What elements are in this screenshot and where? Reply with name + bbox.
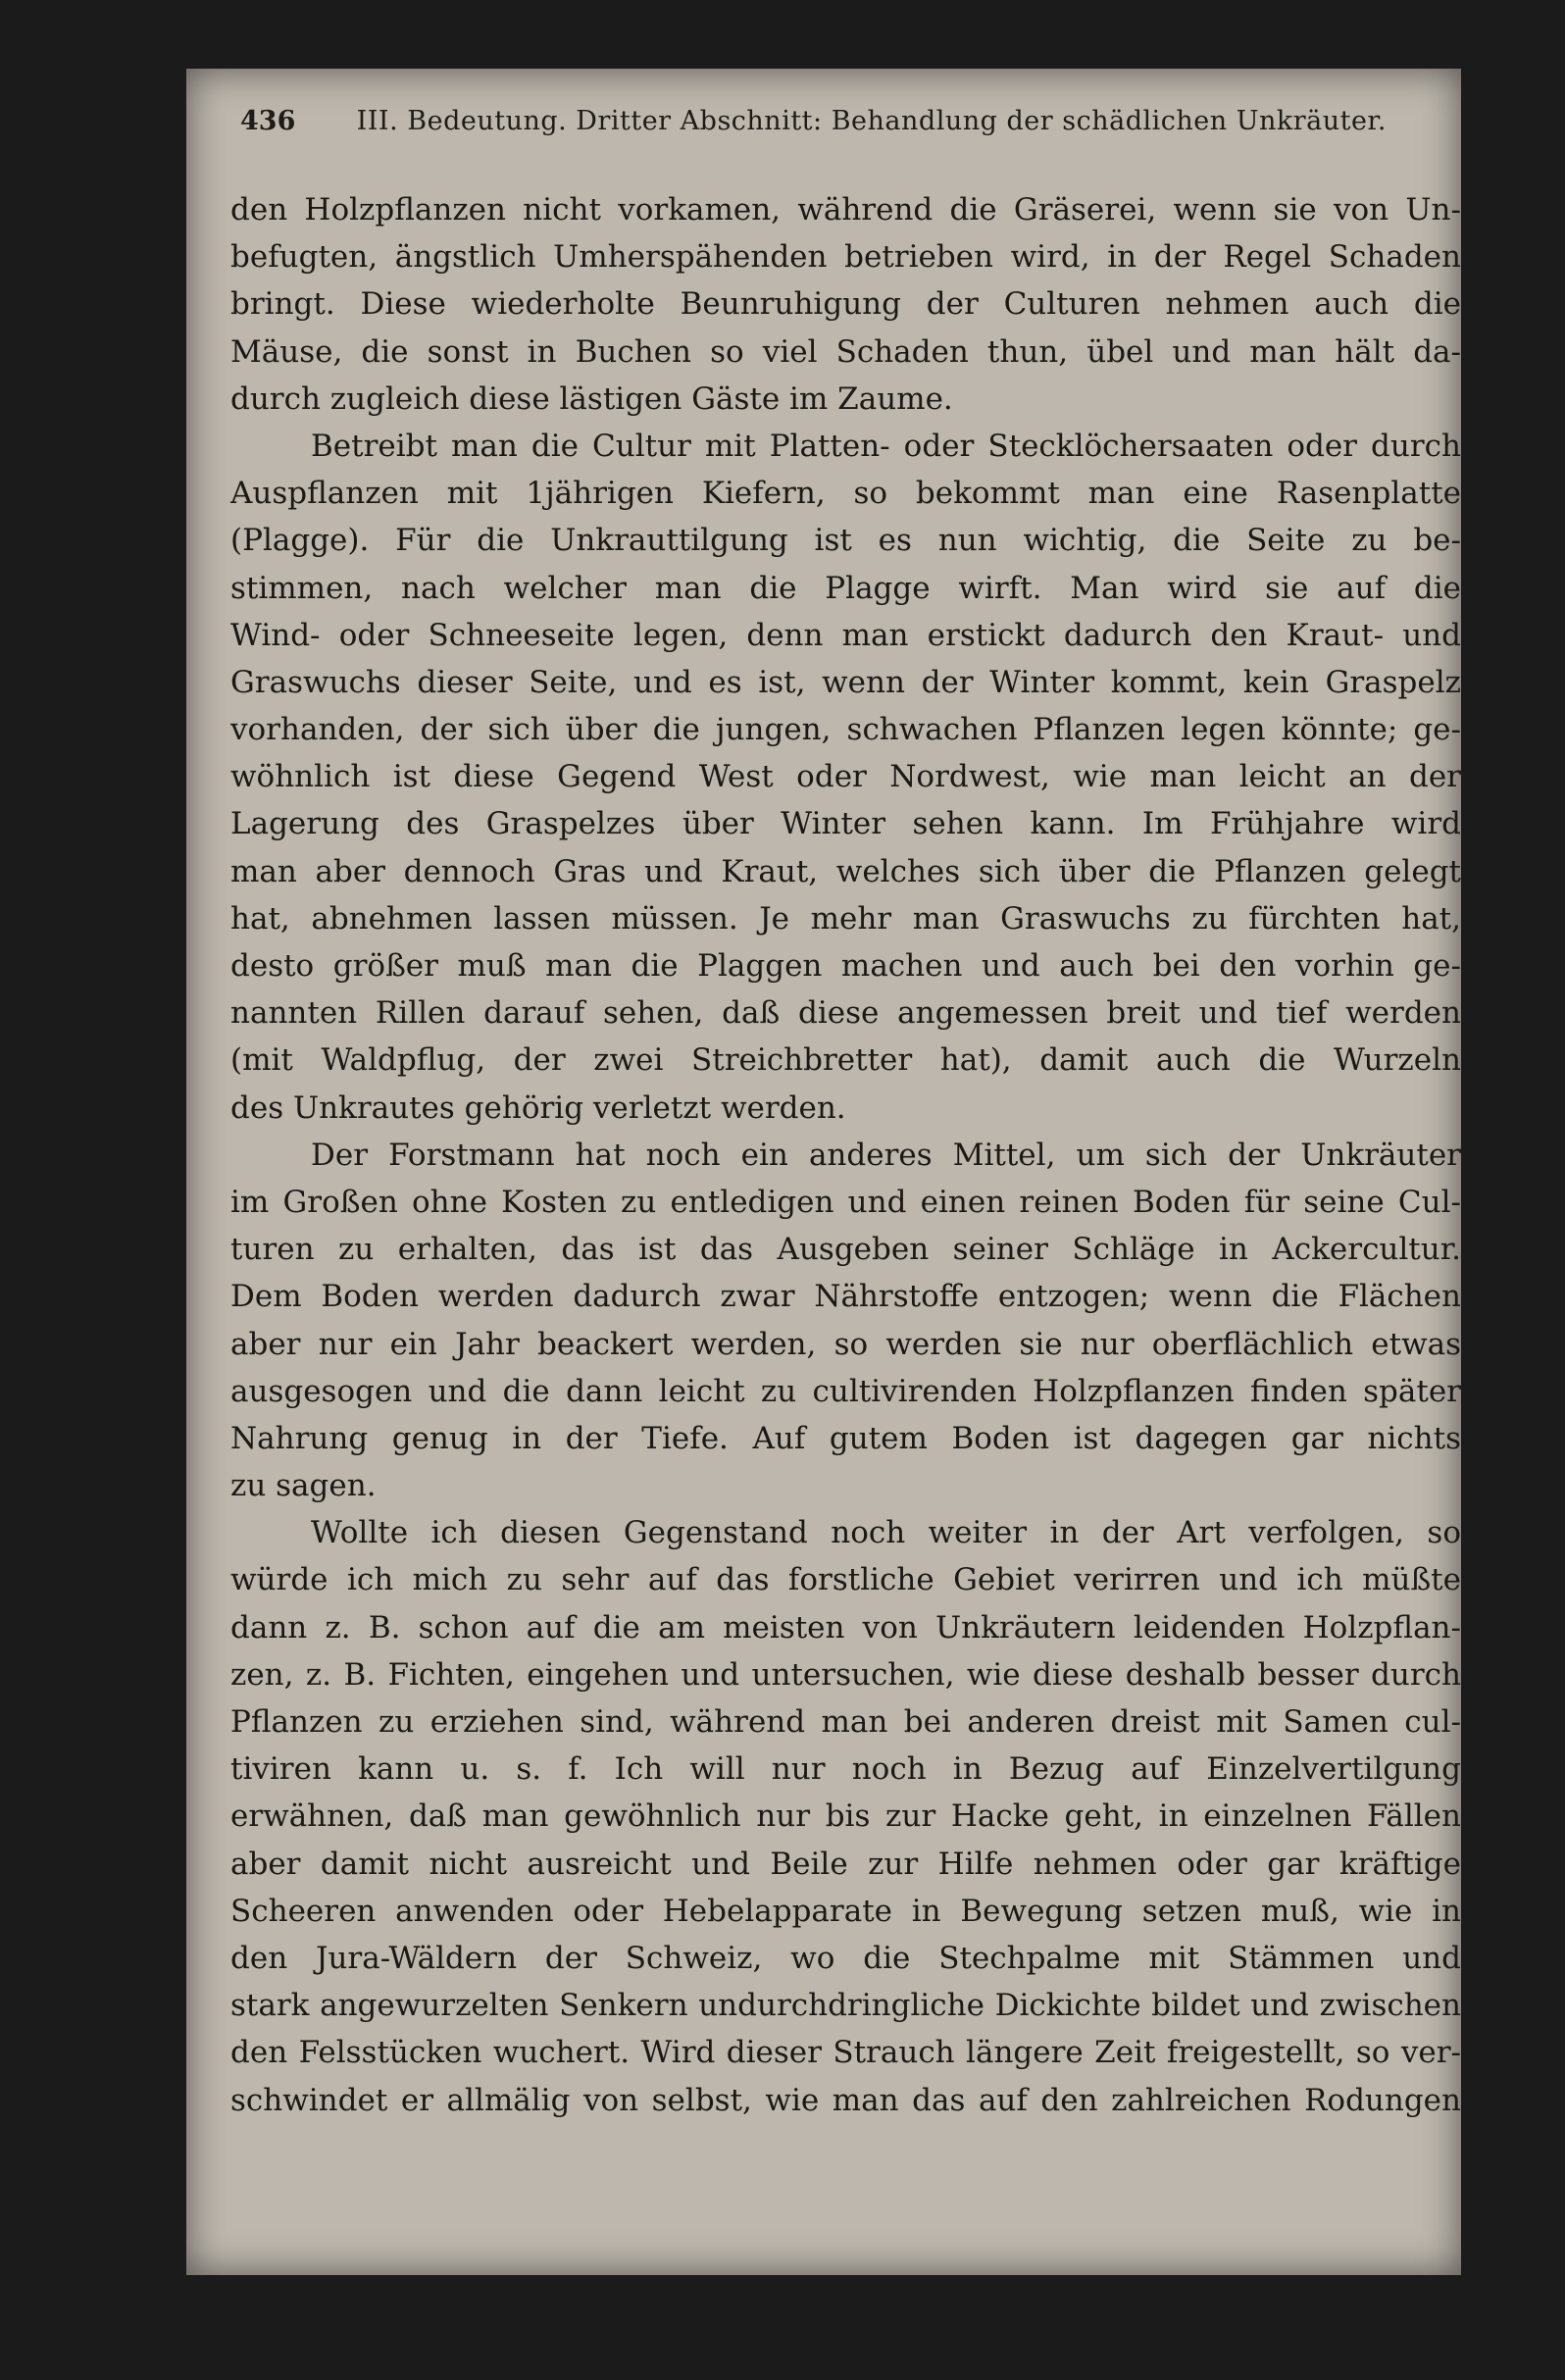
text-line: Scheeren anwenden oder Hebelapparate in Bewegung setzen muß, wie in: [230, 1893, 1461, 1929]
text-line: befugten, ängstlich Umherspähenden betrieben wird, in der Regel Schaden: [230, 239, 1461, 276]
text-line: nannten Rillen darauf sehen, daß diese angemessen breit und tief werden: [230, 995, 1461, 1032]
running-head: III. Bedeutung. Dritter Abschnitt: Behandlung der schädlichen Unkräuter.: [356, 106, 1387, 136]
text-line: Pflanzen zu erziehen sind, während man bei anderen dreist mit Samen cul-: [230, 1704, 1461, 1740]
text-line: erwähnen, daß man gewöhnlich nur bis zur Hacke geht, in einzelnen Fällen: [230, 1798, 1461, 1835]
text-line: den Holzpflanzen nicht vorkamen, während die Gräserei, wenn sie von Un-: [230, 192, 1461, 228]
text-line: Betreibt man die Cultur mit Platten- oder Stecklöchersaaten oder durch: [311, 428, 1461, 464]
text-line: würde ich mich zu sehr auf das forstliche Gebiet verirren und ich müßte: [230, 1562, 1461, 1598]
text-line: tiviren kann u. s. f. Ich will nur noch in Bezug auf Einzelvertilgung: [230, 1751, 1461, 1788]
text-line: stark angewurzelten Senkern undurchdringliche Dickichte bildet und zwischen: [230, 1988, 1461, 2024]
text-line: turen zu erhalten, das ist das Ausgeben seiner Schläge in Ackercultur.: [230, 1232, 1461, 1268]
text-line: hat, abnehmen lassen müssen. Je mehr man Graswuchs zu fürchten hat,: [230, 900, 1461, 937]
page-header: [240, 106, 1427, 136]
text-line: schwindet er allmälig von selbst, wie man das auf den zahlreichen Rodungen: [230, 2082, 1461, 2118]
text-line: wöhnlich ist diese Gegend West oder Nordwest, wie man leicht an der: [230, 759, 1461, 795]
text-line: Mäuse, die sonst in Buchen so viel Schaden thun, übel und man hält da-: [230, 333, 1461, 370]
page-number: 436: [240, 106, 296, 136]
text-line: stimmen, nach welcher man die Plagge wirft. Man wird sie auf die: [230, 570, 1461, 606]
text-line: bringt. Diese wiederholte Beunruhigung der Culturen nehmen auch die: [230, 286, 1461, 323]
text-line: Der Forstmann hat noch ein anderes Mittel, um sich der Unkräuter: [311, 1137, 1461, 1173]
text-line: Auspflanzen mit 1jährigen Kiefern, so bekommt man eine Rasenplatte: [230, 476, 1461, 512]
body-text: [230, 186, 1461, 2124]
text-line: (Plagge). Für die Unkrauttilgung ist es nun wichtig, die Seite zu be-: [230, 523, 1461, 559]
text-line: den Jura-Wäldern der Schweiz, wo die Stechpalme mit Stämmen und: [230, 1940, 1461, 1976]
text-line: den Felsstücken wuchert. Wird dieser Strauch längere Zeit freigestellt, so ver-: [230, 2035, 1461, 2071]
text-line: Graswuchs dieser Seite, und es ist, wenn der Winter kommt, kein Graspelz: [230, 664, 1461, 700]
text-line: Wollte ich diesen Gegenstand noch weiter in der Art verfolgen, so: [311, 1515, 1461, 1551]
text-line: zen, z. B. Fichten, eingehen und untersuchen, wie diese deshalb besser durch: [230, 1656, 1461, 1693]
text-line: des Unkrautes gehörig verletzt werden.: [230, 1089, 846, 1126]
text-line: durch zugleich diese lästigen Gäste im Zaume.: [230, 380, 953, 417]
text-line: zu sagen.: [230, 1468, 377, 1504]
text-line: aber damit nicht ausreicht und Beile zur Hilfe nehmen oder gar kräftige: [230, 1846, 1461, 1882]
text-line: vorhanden, der sich über die jungen, schwachen Pflanzen legen könnte; ge-: [230, 712, 1461, 748]
text-line: ausgesogen und die dann leicht zu cultivirenden Holzpflanzen finden später: [230, 1373, 1461, 1409]
text-line: (mit Waldpflug, der zwei Streichbretter hat), damit auch die Wurzeln: [230, 1042, 1461, 1079]
text-line: Wind- oder Schneeseite legen, denn man erstickt dadurch den Kraut- und: [230, 617, 1461, 653]
text-line: desto größer muß man die Plaggen machen und auch bei den vorhin ge-: [230, 948, 1461, 984]
text-line: Dem Boden werden dadurch zwar Nährstoffe entzogen; wenn die Flächen: [230, 1279, 1461, 1315]
text-line: aber nur ein Jahr beackert werden, so werden sie nur oberflächlich etwas: [230, 1326, 1461, 1362]
text-line: man aber dennoch Gras und Kraut, welches sich über die Pflanzen gelegt: [230, 853, 1461, 889]
text-line: Nahrung genug in der Tiefe. Auf gutem Boden ist dagegen gar nichts: [230, 1420, 1461, 1456]
text-line: dann z. B. schon auf die am meisten von Unkräutern leidenden Holzpflan-: [230, 1609, 1461, 1646]
text-line: Lagerung des Graspelzes über Winter sehen kann. Im Frühjahre wird: [230, 806, 1461, 842]
text-line: im Großen ohne Kosten zu entledigen und einen reinen Boden für seine Cul-: [230, 1184, 1461, 1220]
